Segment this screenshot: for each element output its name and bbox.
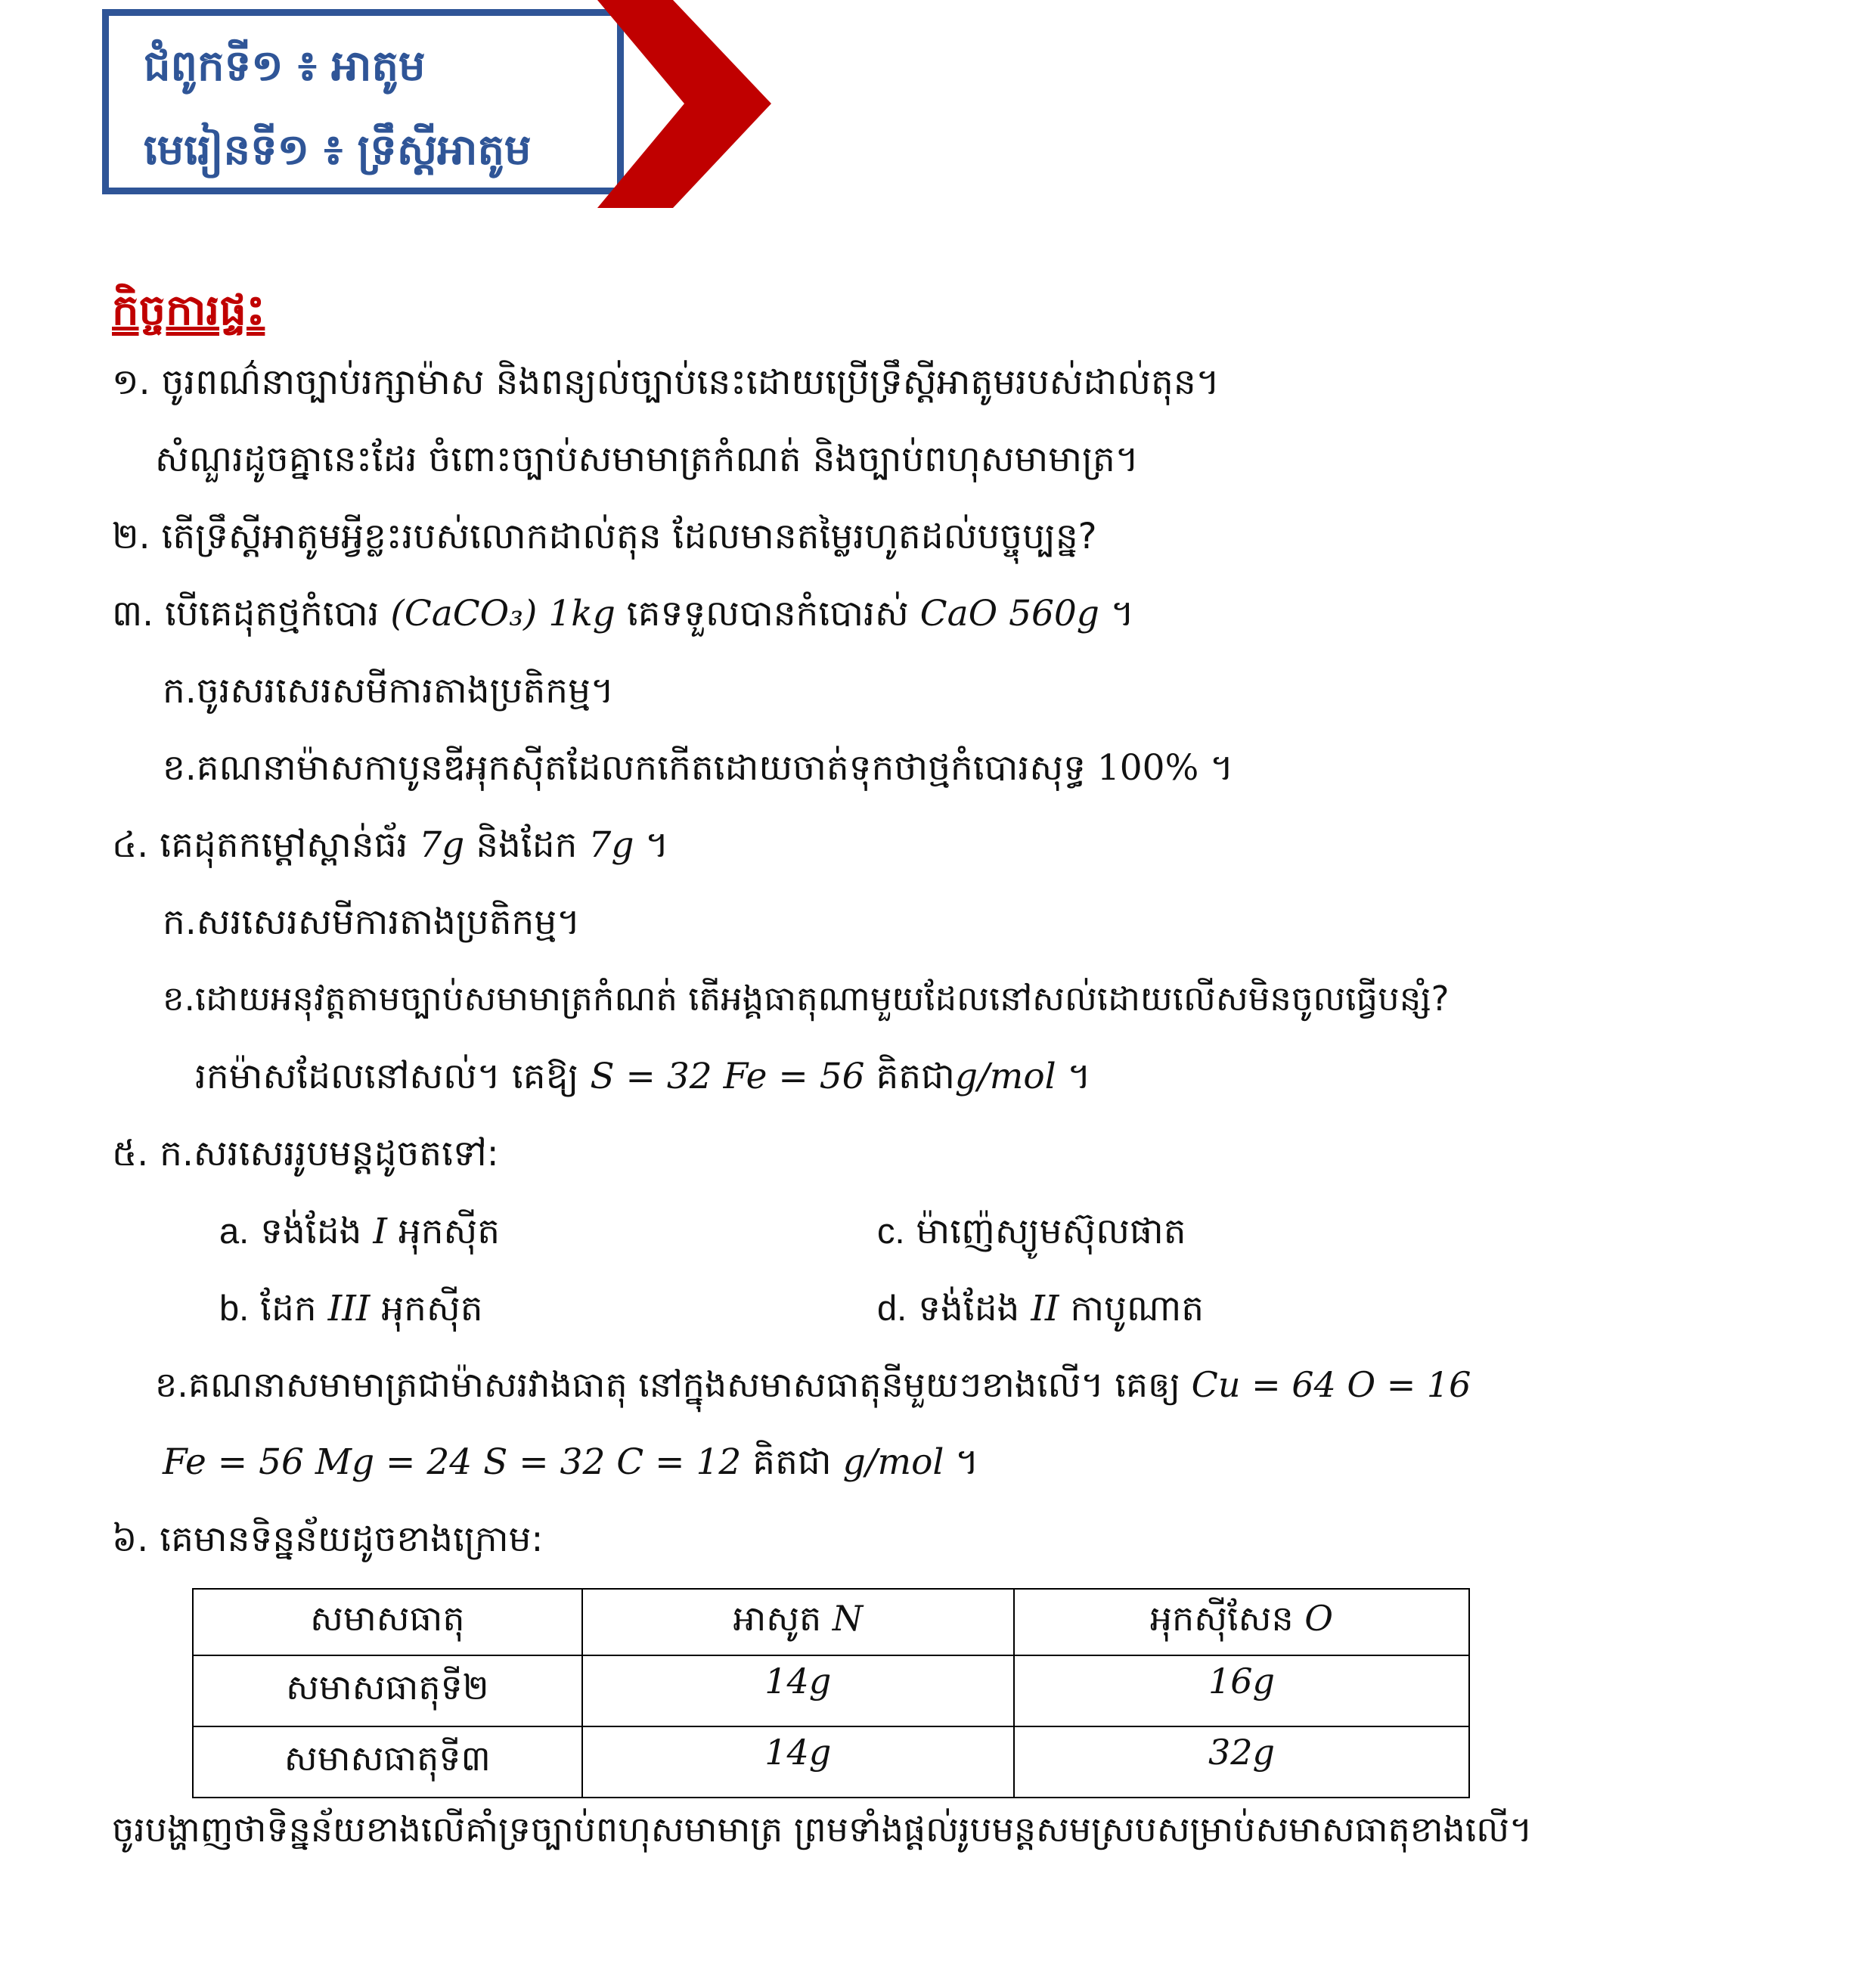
table-header-row <box>193 1589 1469 1655</box>
oxygen-symbol: O <box>1304 1597 1333 1639</box>
q5-kh-unit: g/mol <box>842 1441 944 1483</box>
q3-b-end: ។ <box>1198 747 1234 789</box>
q4-line <box>112 824 668 867</box>
table-header-compound: សមាសធាតុ <box>193 1589 582 1655</box>
q5-d <box>877 1287 1204 1330</box>
q4-c-end: ។ <box>1056 1056 1091 1097</box>
oxygen-label: អុកស៊ីសែន <box>1149 1597 1305 1639</box>
q3-product-mass: 560g <box>997 593 1099 634</box>
q4-c-mid: គិតជា <box>864 1056 955 1097</box>
q4-end: ។ <box>634 824 669 866</box>
q3-b-pct: 100% <box>1096 747 1199 789</box>
q5-a <box>219 1210 500 1253</box>
q1-line1: ១. ចូរពណ៌នាច្បាប់រក្សាម៉ាស និងពន្យល់ច្បាប់នេះដោយប្រើទ្រឹស្តីអាតូមរបស់ដាល់តុន។ <box>112 361 1220 403</box>
q5-kh-end: ។ <box>944 1441 979 1483</box>
table-cell-n-2: 14g <box>582 1655 1014 1726</box>
q5-kh <box>155 1364 1471 1406</box>
q5-kh-line2 <box>163 1441 978 1484</box>
table-header-nitrogen <box>582 1589 1014 1655</box>
q5-c-text: ម៉ាញ៉េស្យូមស៊ុលផាត <box>904 1211 1186 1252</box>
q2-text: ២. តើទ្រឹស្តីអាតូមអ្វីខ្លះរបស់លោកដាល់តុន ដែលមានតម្លៃរហូតដល់បច្ចុប្បន្ន? <box>112 516 1097 557</box>
nitrogen-symbol: N <box>832 1597 864 1639</box>
q5-kh-values: Cu = 64 O = 16 <box>1191 1364 1471 1405</box>
q3-line <box>112 593 1134 635</box>
q5-b-pre: ដែក <box>249 1288 328 1329</box>
q3-middle: គេទទួលបានកំបោរស់ <box>615 593 920 634</box>
nitrogen-label: អាសូត <box>733 1597 833 1639</box>
chapter-title: ជំពូកទី១ ៖ អាតូម <box>144 42 426 91</box>
q5-d-post: កាបូណាត <box>1059 1288 1205 1329</box>
q5-c <box>877 1210 1186 1253</box>
q3-end: ។ <box>1099 593 1134 634</box>
data-table <box>192 1588 1470 1798</box>
q3-a: ក.ចូរសរសេរសមីការតាងប្រតិកម្ម។ <box>163 670 614 712</box>
q5-d-roman: II <box>1031 1288 1059 1329</box>
q5-b-letter: b. <box>219 1288 250 1328</box>
q3-prefix: ៣. បើគេដុតថ្មកំបោរ <box>112 593 391 634</box>
q3-formula: (CaCO₃) <box>390 593 538 634</box>
table-header-oxygen <box>1014 1589 1469 1655</box>
table-cell-compound-2: សមាសធាតុទី២ <box>193 1655 582 1726</box>
homework-title: កិច្ចការផ្ទះ <box>112 286 265 335</box>
table-cell-compound-3: សមាសធាតុទី៣ <box>193 1726 582 1798</box>
table-row <box>193 1726 1469 1798</box>
q5-b-roman: III <box>327 1288 371 1329</box>
q5-prefix: ៥. ក.សរសេររូបមន្តដូចតទៅ: <box>112 1133 499 1174</box>
q5-b-post: អុកស៊ីត <box>370 1288 483 1329</box>
q5-c-letter: c. <box>877 1211 905 1251</box>
q4-c-unit: g/mol <box>954 1056 1056 1097</box>
q5-b <box>219 1287 483 1330</box>
q6-conclusion: ចូរបង្ហាញថាទិន្នន័យខាងលើគាំទ្រច្បាប់ពហុសមាមាត្រ ព្រមទាំងផ្ដល់រូបមន្តសមស្របសម្រាប់សមាសធាតុខាងលើ។ <box>112 1809 1533 1850</box>
q5-d-letter: d. <box>877 1288 907 1328</box>
q5-kh-text: ខ.គណនាសមាមាត្រជាម៉ាសរវាងធាតុ នៅក្នុងសមាសធាតុនីមួយៗខាងលើ។ គេឲ្យ <box>155 1364 1192 1405</box>
q3-mass: 1kg <box>537 593 616 634</box>
q3-b <box>163 747 1233 789</box>
q4-m2: 7g <box>588 824 634 866</box>
table-cell-o-2: 16g <box>1014 1655 1469 1726</box>
q5-a-pre: ទង់ដែង <box>249 1211 374 1252</box>
table-cell-n-3: 14g <box>582 1726 1014 1798</box>
lesson-title: មេរៀនទី១ ៖ ទ្រឹស្តីអាតូម <box>144 126 532 175</box>
q5-a-roman: I <box>373 1211 387 1252</box>
chevron-arrow-icon <box>597 0 771 208</box>
q4-c-prefix: រកម៉ាសដែលនៅសល់។ គេឱ្យ <box>195 1056 591 1097</box>
q1-line2: សំណួរដូចគ្នានេះដែរ ចំពោះច្បាប់សមាមាត្រកំណត់ និងច្បាប់ពហុសមាមាត្រ។ <box>155 439 1139 480</box>
q4-c <box>195 1056 1091 1098</box>
q4-a: ក.សរសេរសមីការតាងប្រតិកម្ម។ <box>163 901 581 943</box>
q5-kh-values2: Fe = 56 Mg = 24 S = 32 C = 12 <box>163 1441 742 1483</box>
q4-b: ខ.ដោយអនុវត្តតាមច្បាប់សមាមាត្រកំណត់ តើអង្គធាតុណាមួយដែលនៅសល់ដោយលើសមិនចូលធ្វើបន្សំ? <box>163 979 1450 1019</box>
q4-c-values: S = 32 Fe = 56 <box>590 1056 865 1097</box>
q4-m1: 7g <box>419 824 465 866</box>
q6-prefix: ៦. គេមានទិន្នន័យដូចខាងក្រោម: <box>112 1518 544 1560</box>
q3-b-text: ខ.គណនាម៉ាសកាបូនឌីអុកស៊ីតដែលកកើតដោយចាត់ទុកថាថ្មកំបោរសុទ្ធ <box>163 747 1097 789</box>
q5-a-post: អុកស៊ីត <box>386 1211 501 1252</box>
q5-kh-mid: គិតជា <box>741 1441 843 1483</box>
q4-prefix: ៤. គេដុតកម្ដៅស្ពាន់ធ័រ <box>112 824 420 866</box>
q3-product: CaO <box>919 593 998 634</box>
table-row <box>193 1655 1469 1726</box>
q5-a-letter: a. <box>219 1211 250 1251</box>
table-cell-o-3: 32g <box>1014 1726 1469 1798</box>
q5-d-pre: ទង់ដែង <box>907 1288 1031 1329</box>
q4-middle: និងដែក <box>464 824 589 866</box>
